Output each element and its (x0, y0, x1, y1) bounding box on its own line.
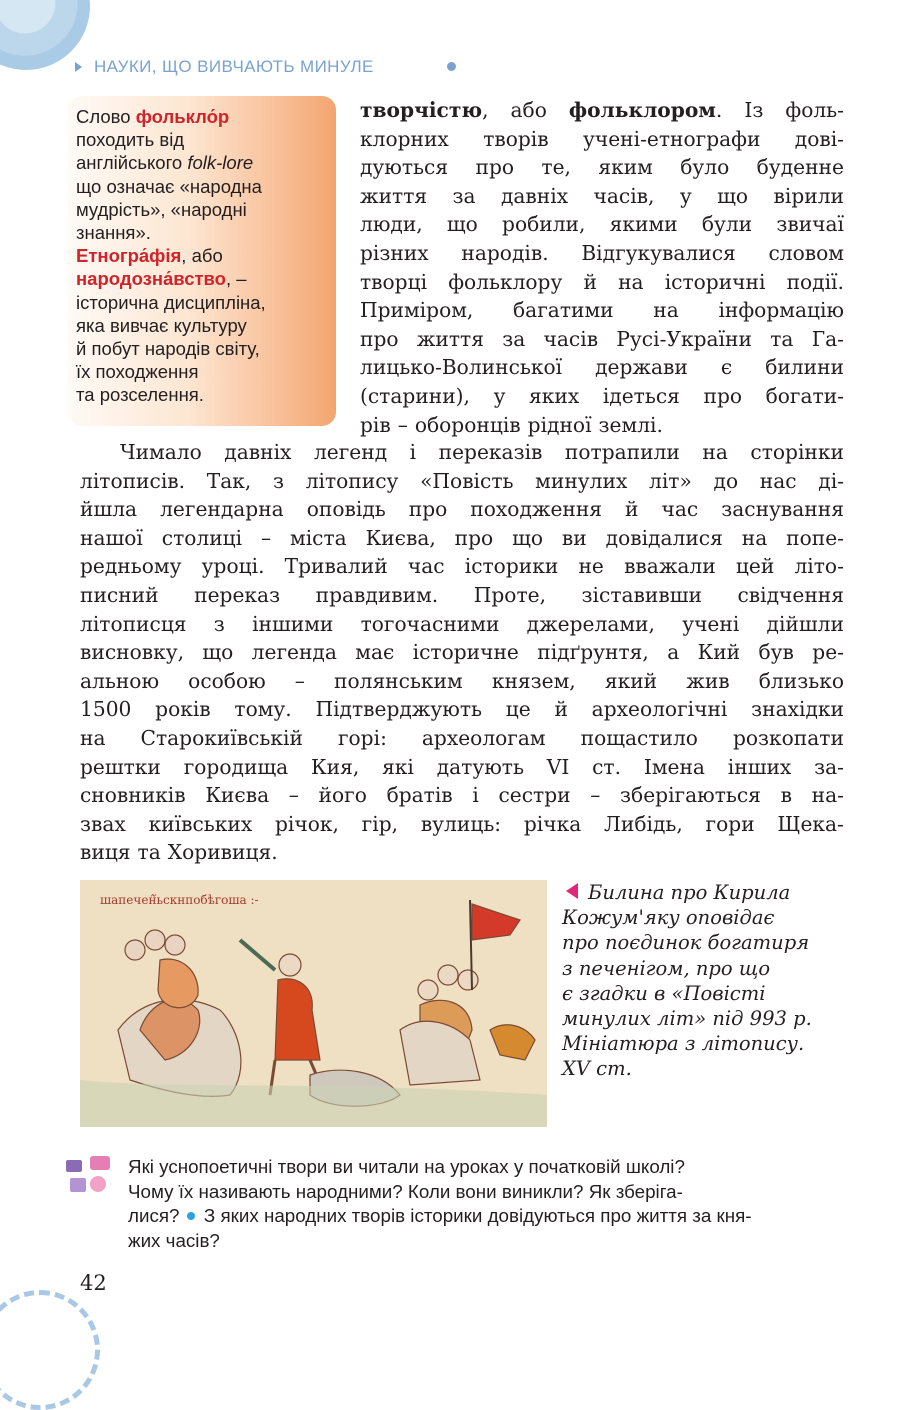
caption-line: Мініатюра з літопису. (562, 1032, 805, 1056)
text-line: рів – оборонців рідної землі. (360, 412, 663, 437)
text-line: висновку, що легенда має історичне підґрунтя, а Кий був ре- (80, 640, 844, 665)
sidebar-line: яка вивчає культуру (76, 314, 247, 336)
image-caption (562, 880, 852, 1082)
text-line: (старини), у яких ідеться про богати- (360, 383, 844, 408)
sidebar-line: мудрість», «народні (76, 198, 247, 220)
sidebar-line: Етногра́фія, або (76, 245, 223, 267)
section-title: НАУКИ, ЩО ВИВЧАЮТЬ МИНУЛЕ (94, 57, 374, 76)
page-number: 42 (80, 1271, 107, 1295)
text-line: 1500 років тому. Підтверджують це й археологічні знахідки (80, 697, 844, 722)
text-line: редньому уроці. Тривалий час історики не вважали цей літо- (80, 554, 844, 579)
text-line: альною особою – полянським князем, який жив близько (80, 668, 844, 693)
bullet-dot-icon (187, 1212, 195, 1220)
text-line: писний переказ правдивим. Проте, зіставивши свідчення (80, 582, 844, 607)
text-line: на Старокиївській горі: археологам пощастило розкопати (80, 725, 844, 750)
chronicle-miniature-image (80, 880, 547, 1127)
miniature-illustration (80, 880, 547, 1127)
caption-line: є згадки в «Повісті (562, 981, 766, 1005)
question-line: Чому їх називають народними? Коли вони виникли? Як зберіга- (128, 1180, 683, 1202)
text-line: клорних творів учені-етнографи дові- (360, 126, 844, 151)
sidebar-line: знання». (76, 222, 151, 244)
definition-sidebar-text (76, 105, 326, 407)
sidebar-line: англійського folk-lore (76, 152, 254, 174)
caption-line: XV ст. (562, 1057, 632, 1081)
sidebar-line: Слово фолькло́р (76, 106, 230, 127)
sidebar-line: що означає «народна (76, 175, 262, 197)
review-question (128, 1155, 848, 1253)
text-line: виця та Хоривиця. (80, 840, 278, 865)
question-line: Які уснопоетичні твори ви читали на уроках у початковій школі? (128, 1156, 685, 1177)
text-line: літописів. Так, з літопису «Повість минулих літ» до нас ді- (80, 468, 844, 493)
sidebar-line: й побут народів світу, (76, 338, 260, 360)
text-line: йшла легендарна оповідь про походження й час заснування (80, 497, 844, 522)
sidebar-line: народозна́вство, – (76, 268, 247, 290)
text-line: про життя за часів Русі-України та Га- (360, 326, 844, 351)
text-line: лицько-Волинської держави є билини (360, 355, 844, 380)
header-dot-icon (447, 62, 456, 71)
text-line: творчістю, або фольклором. Із фоль- (360, 98, 844, 122)
text-line: люди, що робили, якими були звичаї (360, 212, 844, 237)
text-line: дуються про те, яким було буденне (360, 155, 844, 180)
text-line: звах київських річок, гір, вулиць: річка Либідь, гори Щека- (80, 811, 844, 836)
caption-line: минулих літ» під 993 р. (562, 1007, 812, 1031)
question-icon (66, 1156, 112, 1198)
text-line: Чимало давніх легенд і переказів потрапили на сторінки (120, 440, 844, 464)
text-line: різних народів. Відгукувалися словом (360, 240, 844, 265)
text-line: нашої столиці – міста Києва, про що ви довідалися на попе- (80, 525, 844, 550)
sidebar-line: їх походження (76, 361, 199, 383)
question-line: жих часів? (128, 1229, 220, 1251)
main-text-column (360, 96, 844, 439)
text-line: Приміром, багатими на інформацію (360, 298, 844, 323)
text-line: літописця з іншими тогочасними джерелами, учені дійшли (80, 611, 844, 636)
main-text-full-width (80, 438, 844, 867)
header-arrow-icon (75, 62, 82, 72)
sidebar-line: та розселення. (76, 384, 204, 406)
sidebar-line: історична дисципліна, (76, 291, 266, 313)
caption-line: Билина про Кирила (588, 881, 791, 904)
text-line: життя за давніх часів, у що вірили (360, 183, 844, 208)
caption-line: про поєдинок богатиря (562, 931, 810, 955)
svg-text:шапечен᷉ьскнпобѣгоша :-: шапечен᷉ьскнпобѣгоша :- (100, 893, 259, 907)
text-line: творці фольклору й на історичні події. (360, 269, 844, 294)
corner-dashed-decoration (0, 1290, 100, 1410)
text-line: сновників Києва – його братів і сестри – зберігаються в на- (80, 783, 844, 808)
question-line: лися? З яких народних творів історики довідуються про життя за кня- (128, 1205, 752, 1226)
sidebar-line: походить від (76, 129, 185, 151)
caption-line: з печенігом, про що (562, 956, 771, 980)
text-line: рештки городища Кия, які датують VI ст. Імена інших за- (80, 754, 844, 779)
caption-line: Кожум'яку оповідає (562, 906, 775, 930)
